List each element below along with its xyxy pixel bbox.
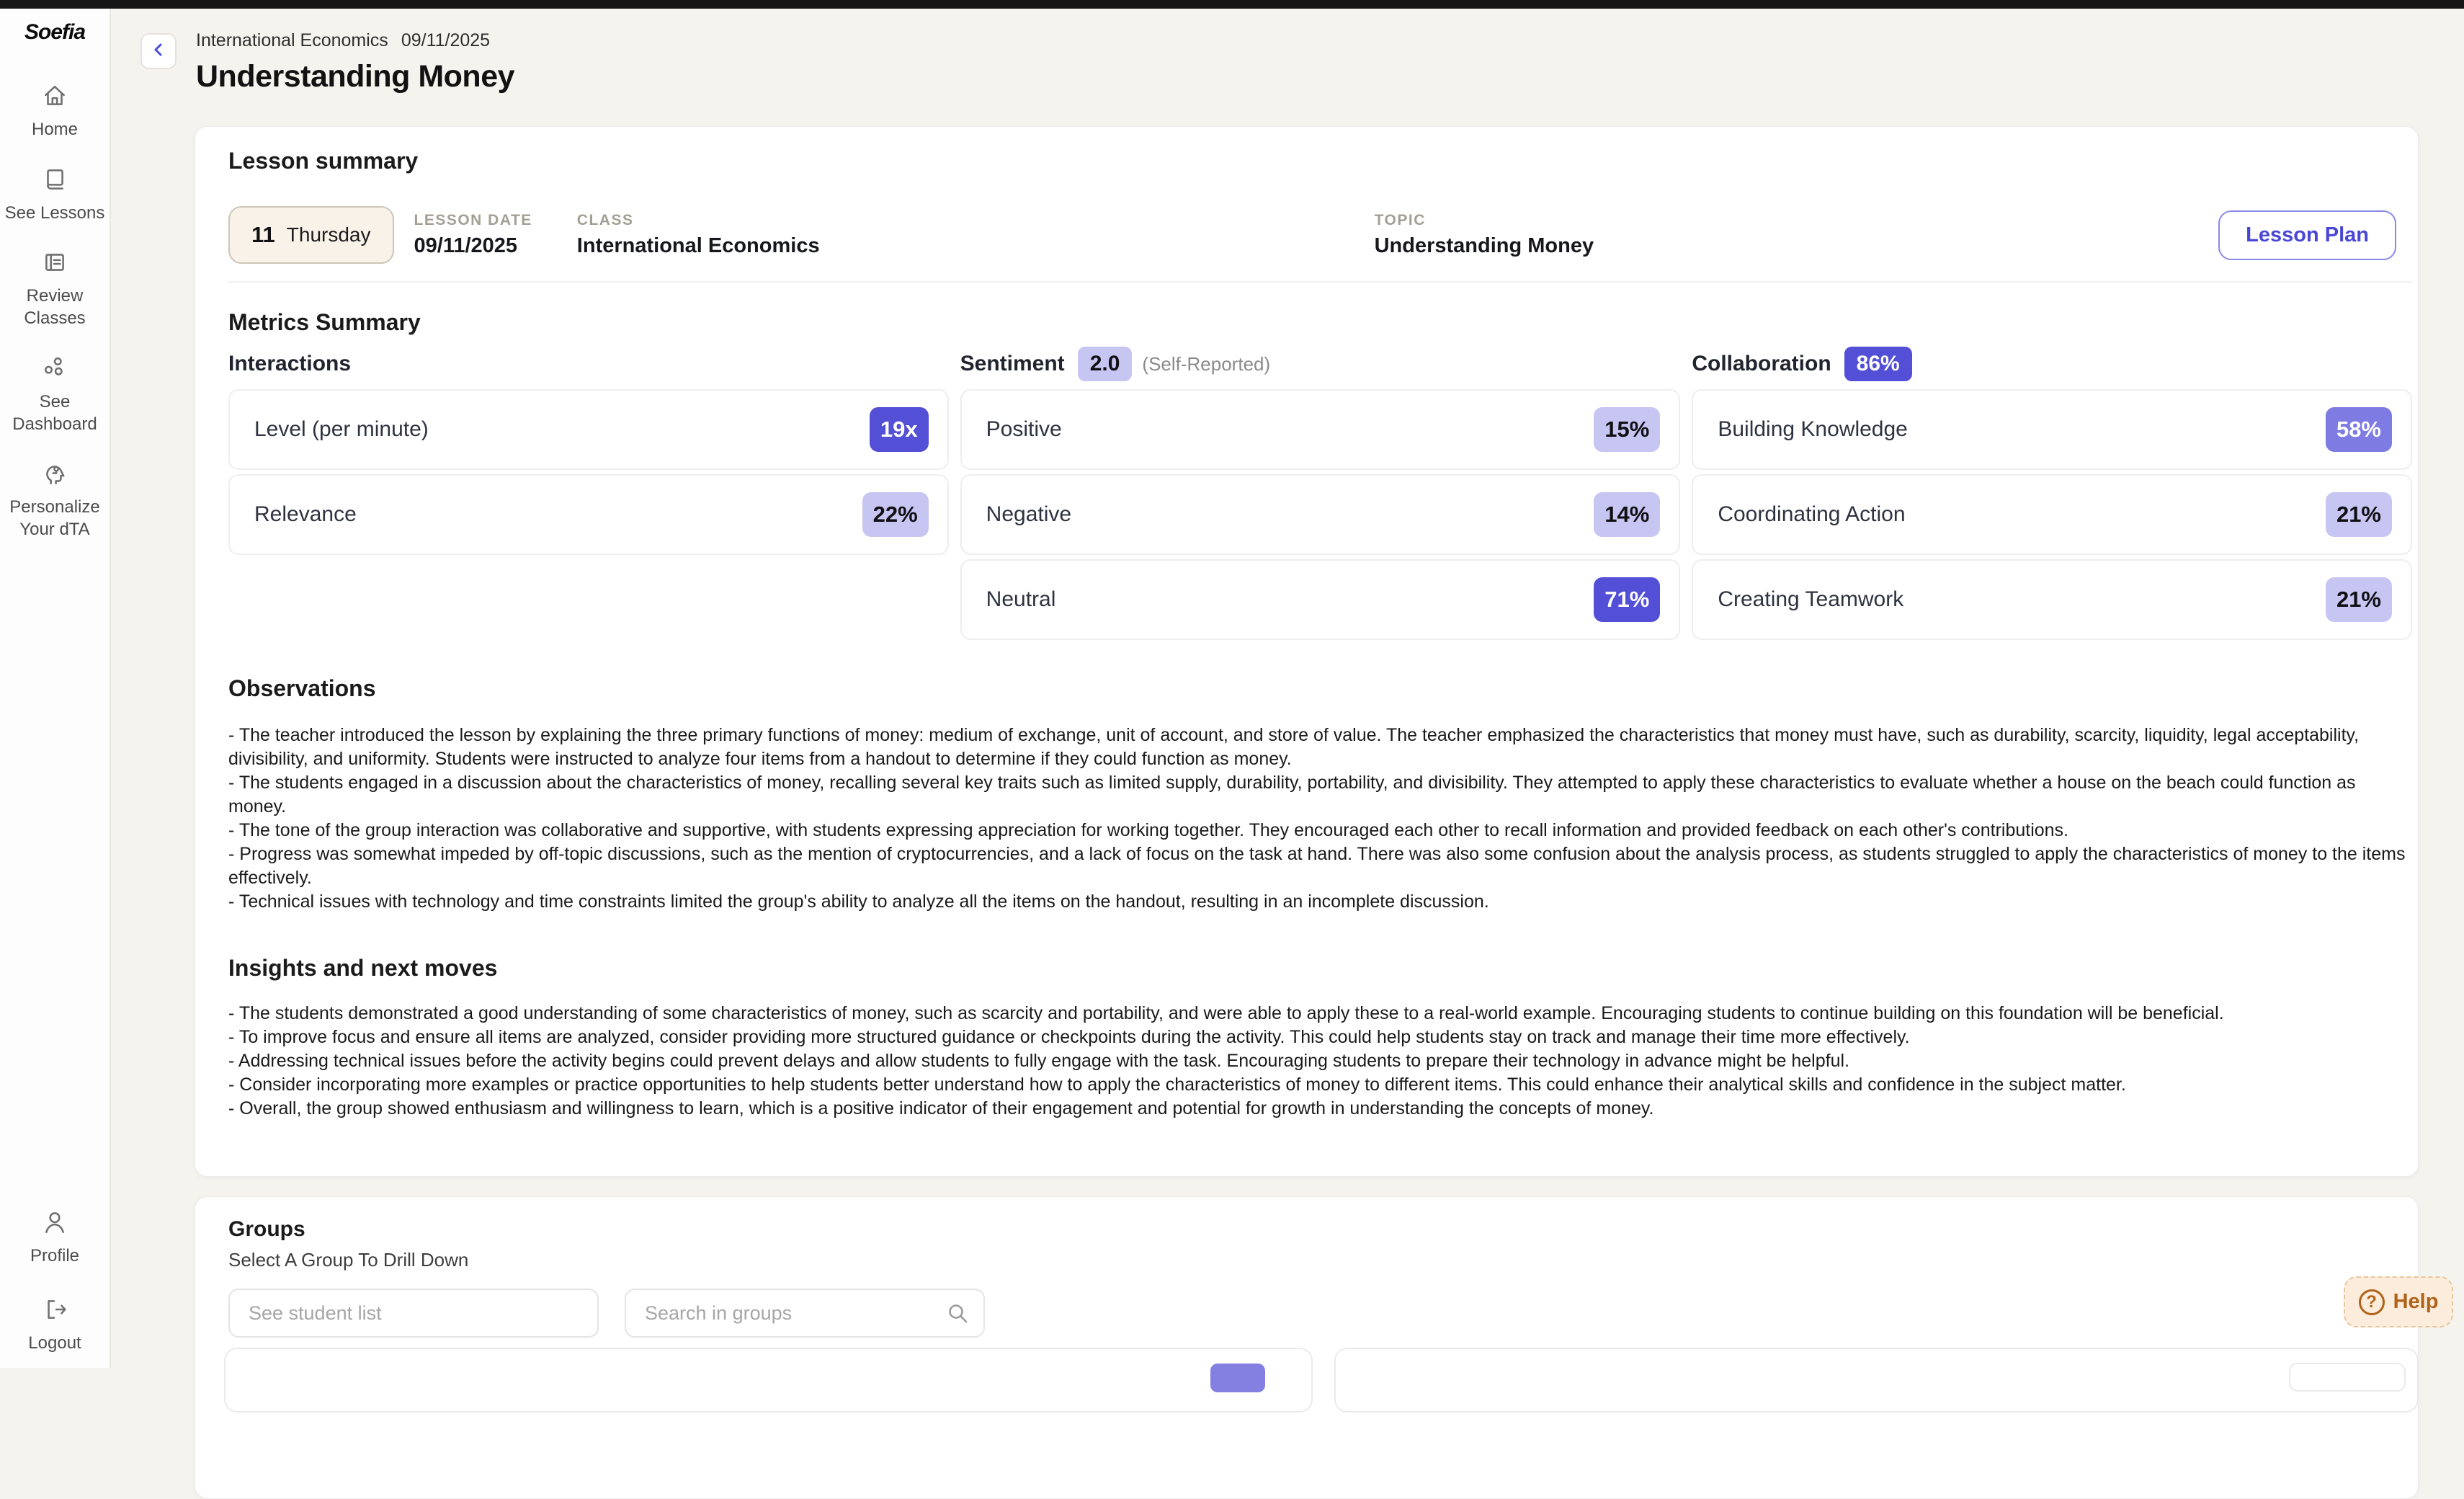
sidebar-item-logout[interactable] — [1, 1296, 109, 1355]
metric-label: Building Knowledge — [1718, 417, 1908, 441]
sidebar-item-label: Personalize Your dTA — [9, 497, 100, 540]
sidebar-item-see-dashboard[interactable] — [1, 355, 109, 435]
field-value: International Economics — [576, 234, 820, 257]
field-topic — [1375, 212, 1594, 258]
observations-text — [228, 724, 2412, 914]
sidebar-item-label: See Dashboard — [12, 391, 97, 434]
question-mark-icon: ? — [2359, 1289, 2385, 1315]
insight-bullet: - The students demonstrated a good understanding of some characteristics of money, such as scarcity and portability, and were able to apply these to a real-world example. Encouraging students to continue building on this foundation will be beneficial. — [228, 1003, 2224, 1023]
metrics-column-interactions — [228, 343, 949, 640]
metric-row — [1692, 559, 2412, 640]
observation-bullet: - Technical issues with technology and time constraints limited the group's ability to analyze all the items on the handout, resulting in an incomplete discussion. — [228, 891, 1489, 912]
observations-heading: Observations — [228, 675, 376, 701]
column-title: Interactions — [228, 352, 352, 375]
field-value: Understanding Money — [1374, 234, 1594, 257]
profile-icon — [41, 1209, 68, 1240]
metric-label: Neutral — [986, 587, 1056, 611]
lesson-plan-button[interactable]: Lesson Plan — [2218, 210, 2396, 260]
metric-value-badge: 14% — [1594, 492, 1660, 537]
groups-subtitle: Select A Group To Drill Down — [228, 1249, 469, 1271]
breadcrumb-class: International Economics — [196, 30, 388, 50]
home-icon — [41, 82, 68, 113]
metric-label: Level (per minute) — [254, 417, 429, 441]
metrics-column-collaboration — [1692, 343, 2412, 640]
book-icon — [41, 166, 68, 197]
metrics-summary-heading: Metrics Summary — [228, 309, 421, 335]
observation-bullet: - Progress was somewhat impeded by off-topic discussions, such as the mention of cryptocurrencies, and a lack of focus on the task at hand. There was also some confusion about the analysis process, as students struggled to apply the characteristics of money to the items effectively. — [228, 844, 2406, 888]
sentiment-suffix: (Self-Reported) — [1142, 352, 1271, 375]
metric-value-badge: 21% — [2326, 492, 2392, 537]
metric-row — [1692, 389, 2412, 470]
insights-text — [228, 1002, 2412, 1121]
scatter-dots-icon — [41, 355, 68, 386]
field-label: LESSON DATE — [414, 212, 532, 228]
app-logo: Soefia — [24, 20, 86, 44]
metric-label: Coordinating Action — [1718, 502, 1906, 526]
back-button[interactable] — [140, 33, 177, 69]
field-lesson-date — [414, 212, 532, 258]
breadcrumb — [196, 30, 490, 51]
field-class — [577, 212, 820, 258]
observation-bullet: - The tone of the group interaction was collaborative and supportive, with students expressing appreciation for working together. They encouraged each other to recall information and provided feedback on each other's contributions. — [228, 820, 2069, 840]
sidebar-item-label: Logout — [28, 1333, 81, 1353]
collaboration-score-badge: 86% — [1844, 347, 1912, 381]
group-card[interactable] — [224, 1348, 1313, 1413]
lesson-summary-card — [195, 126, 2419, 1177]
groups-controls — [228, 1289, 2412, 1338]
metric-value-badge: 22% — [862, 492, 929, 537]
help-label: Help — [2393, 1290, 2439, 1313]
page-title: Understanding Money — [196, 59, 515, 94]
metric-row — [960, 389, 1681, 470]
notebook-icon — [41, 249, 68, 280]
logout-icon — [41, 1296, 68, 1327]
metric-label: Negative — [986, 502, 1072, 526]
insight-bullet: - Addressing technical issues before the activity begins could prevent delays and allow students to fully engage with the task. Encouraging students to prepare their technology in advance might be helpful. — [228, 1051, 1849, 1071]
groups-search — [625, 1289, 985, 1338]
top-black-bar — [0, 0, 2464, 9]
field-label: TOPIC — [1374, 212, 1426, 228]
day-chip — [228, 206, 394, 264]
column-title: Collaboration — [1692, 352, 1831, 375]
metric-row — [960, 559, 1681, 640]
day-name: Thursday — [286, 223, 371, 246]
head-gear-icon — [41, 460, 68, 491]
sidebar-nav — [1, 82, 109, 541]
field-value: 09/11/2025 — [414, 234, 518, 257]
metric-value-badge: 15% — [1594, 407, 1660, 452]
sidebar-item-personalize[interactable] — [1, 460, 109, 541]
chevron-left-icon — [151, 42, 166, 61]
metric-value-badge: 71% — [1594, 577, 1660, 622]
metrics-grid — [228, 343, 2412, 640]
metric-value-badge: 21% — [2326, 577, 2392, 622]
student-list-input[interactable] — [228, 1289, 599, 1338]
sidebar-item-label: See Lessons — [4, 203, 105, 223]
sidebar-item-review-classes[interactable] — [1, 249, 109, 329]
metric-row — [228, 474, 949, 555]
sidebar-item-label: Profile — [30, 1245, 80, 1266]
insights-heading: Insights and next moves — [228, 955, 498, 981]
observation-bullet: - The teacher introduced the lesson by explaining the three primary functions of money: medium of exchange, unit of account, and store of value. The teacher emphasized the characteristics that money must have, such as durability, scarcity, liquidity, legal acceptability, divisibility, and uniformity. Students were instructed to analyze four items from a handout to determine if they could function as money. — [228, 725, 2360, 769]
metric-row — [1692, 474, 2412, 555]
sidebar-item-home[interactable] — [1, 82, 109, 141]
lesson-summary-heading: Lesson summary — [228, 148, 419, 174]
insight-bullet: - To improve focus and ensure all items are analyzed, consider providing more structured guidance or checkpoints during the activity. This could help students stay on track and manage their time more effectively. — [228, 1027, 1910, 1047]
metrics-column-sentiment — [960, 343, 1681, 640]
metric-label: Creating Teamwork — [1718, 587, 1904, 611]
sidebar-item-label: Home — [31, 120, 79, 139]
field-label: CLASS — [576, 212, 634, 228]
metric-row — [960, 474, 1681, 555]
breadcrumb-date: 09/11/2025 — [401, 30, 491, 50]
sidebar-item-profile[interactable] — [1, 1209, 109, 1268]
insight-bullet: - Overall, the group showed enthusiasm and willingness to learn, which is a positive indicator of their engagement and potential for growth in understanding the concepts of money. — [228, 1098, 1654, 1118]
sidebar-item-see-lessons[interactable] — [1, 166, 109, 225]
group-badge — [1210, 1364, 1265, 1392]
metric-value-badge: 58% — [2326, 407, 2392, 452]
metric-value-badge: 19x — [870, 407, 929, 452]
help-button[interactable] — [2344, 1276, 2453, 1327]
sidebar-item-label: Review Classes — [24, 286, 86, 329]
insight-bullet: - Consider incorporating more examples or practice opportunities to help students better understand how to apply the characteristics of money to different items. This could enhance their analytical skills and confidence in the subject matter. — [228, 1075, 2126, 1095]
metric-label: Relevance — [254, 502, 357, 526]
column-title: Sentiment — [960, 352, 1065, 375]
day-number: 11 — [251, 222, 275, 247]
sentiment-score-badge: 2.0 — [1078, 347, 1133, 381]
metric-row — [228, 389, 949, 470]
metric-label: Positive — [986, 417, 1062, 441]
group-card-inner-box — [2289, 1363, 2406, 1392]
group-card[interactable] — [1334, 1348, 2419, 1413]
lesson-summary-row — [228, 206, 2412, 283]
search-icon — [946, 1302, 969, 1325]
sidebar — [0, 0, 111, 1368]
groups-heading: Groups — [228, 1217, 305, 1241]
sidebar-footer — [1, 1209, 109, 1355]
group-search-input[interactable] — [625, 1289, 985, 1338]
observation-bullet: - The students engaged in a discussion about the characteristics of money, recalling several key traits such as limited supply, durability, portability, and divisibility. They attempted to apply these characteristics to evaluate whether a house on the beach could function as money. — [228, 773, 2356, 817]
